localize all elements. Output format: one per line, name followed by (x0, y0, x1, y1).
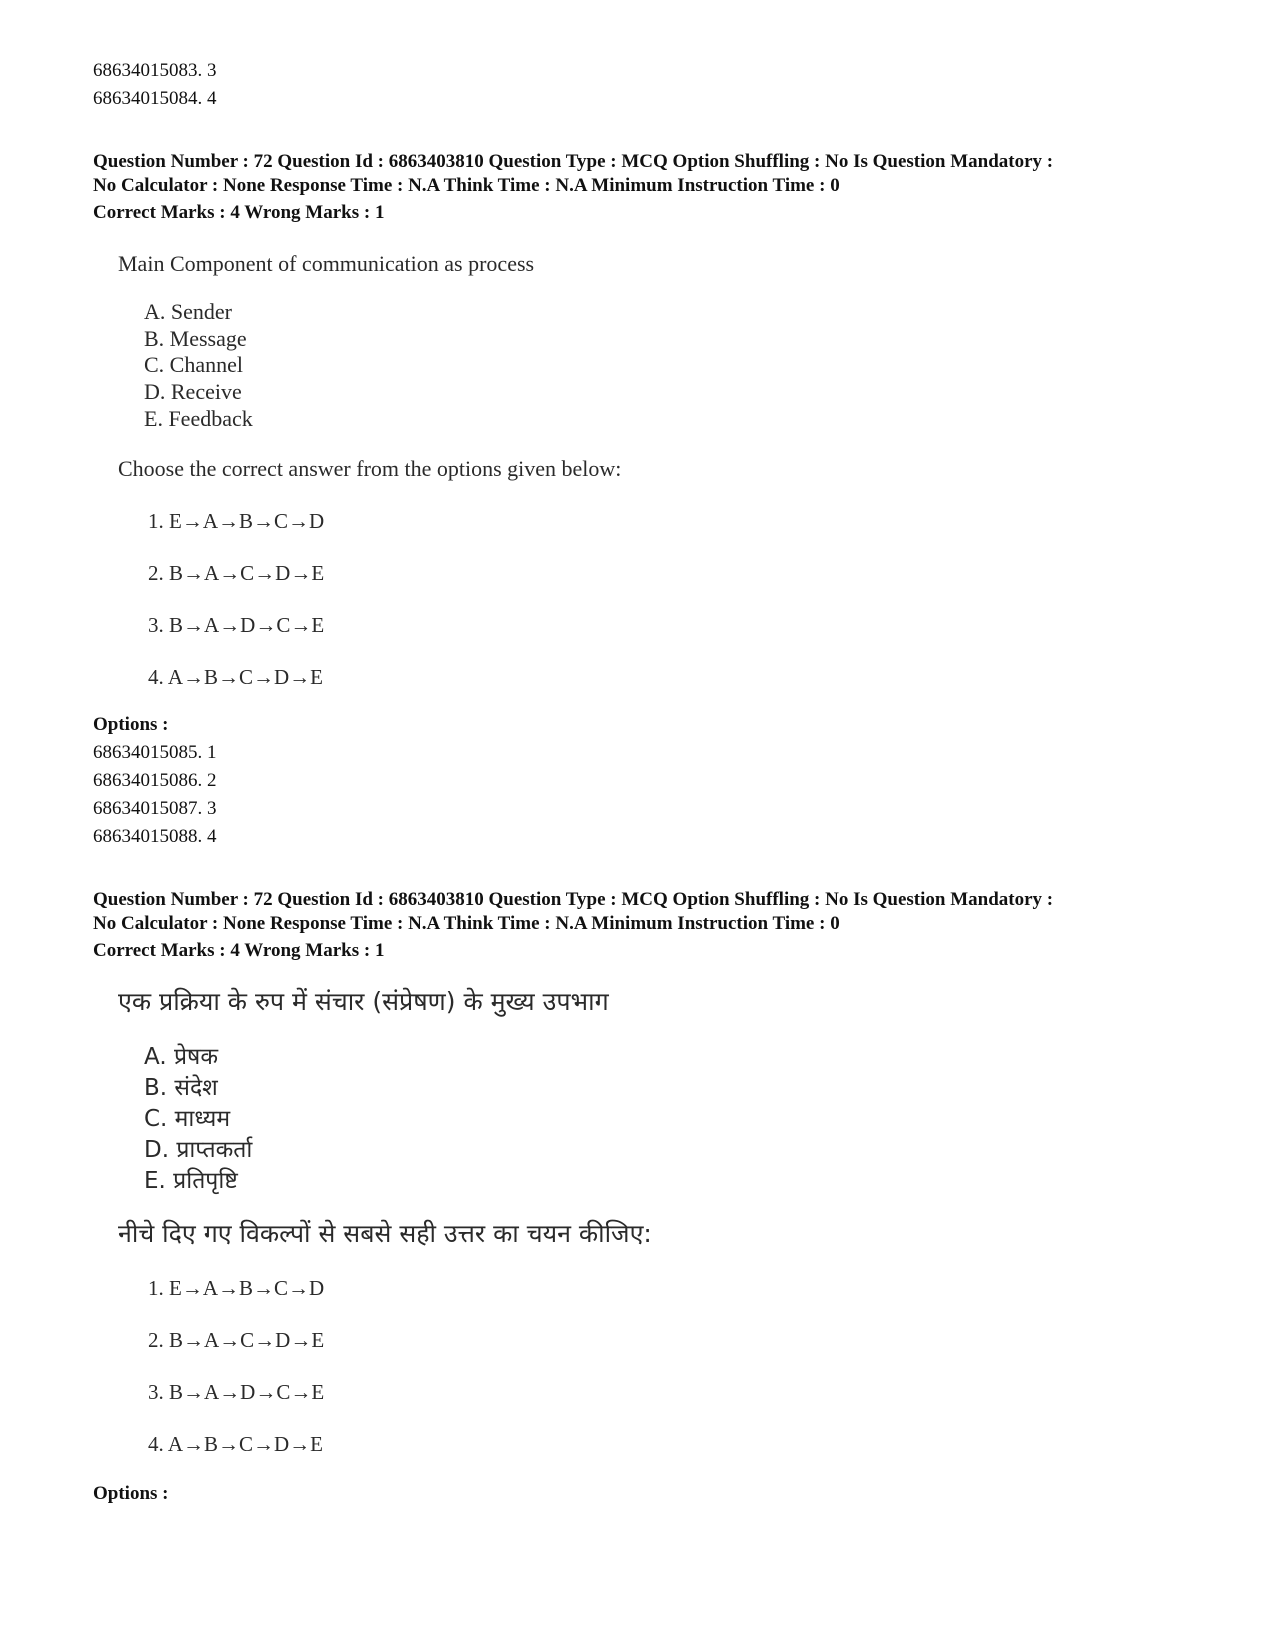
question-header-line2: No Calculator : None Response Time : N.A Think Time : N.A Minimum Instruction Time : 0 (93, 913, 840, 934)
question-marks: Correct Marks : 4 Wrong Marks : 1 (93, 940, 385, 961)
answer-choice: 4. A→B→C→D→E (148, 1432, 324, 1456)
answer-choice: 4. A→B→C→D→E (148, 665, 324, 689)
answer-choice: 1. E→A→B→C→D (148, 509, 325, 533)
option-line: 68634015085. 1 (93, 742, 217, 763)
instruction-text: Choose the correct answer from the options given below: (118, 456, 622, 481)
option-line: 68634015086. 2 (93, 770, 217, 791)
options-heading: Options : (93, 714, 169, 735)
question-header-line1: Question Number : 72 Question Id : 6863403810 Question Type : MCQ Option Shuffling : No Is Question Mandatory : (93, 151, 1054, 172)
component-item: C. Channel (144, 352, 243, 377)
component-item: B. Message (144, 326, 247, 351)
component-item: C. माध्यम (144, 1106, 231, 1132)
component-item: D. Receive (144, 379, 242, 404)
option-line: 68634015084. 4 (93, 88, 217, 109)
component-item: A. प्रेषक (144, 1044, 218, 1070)
answer-choice: 2. B→A→C→D→E (148, 1328, 325, 1352)
component-item: D. प्राप्तकर्ता (144, 1137, 253, 1163)
question-marks: Correct Marks : 4 Wrong Marks : 1 (93, 202, 385, 223)
question-header-line2: No Calculator : None Response Time : N.A Think Time : N.A Minimum Instruction Time : 0 (93, 175, 840, 196)
option-line: 68634015083. 3 (93, 60, 217, 81)
question-text: एक प्रक्रिया के रुप में संचार (संप्रेषण) के मुख्य उपभाग (118, 987, 609, 1016)
component-item: E. Feedback (144, 406, 253, 431)
component-item: A. Sender (144, 299, 232, 324)
answer-choice: 3. B→A→D→C→E (148, 1380, 325, 1404)
question-header-line1: Question Number : 72 Question Id : 6863403810 Question Type : MCQ Option Shuffling : No Is Question Mandatory : (93, 889, 1054, 910)
option-line: 68634015088. 4 (93, 826, 217, 847)
answer-choice: 1. E→A→B→C→D (148, 1276, 325, 1300)
question-image-en (118, 250, 818, 700)
component-item: B. संदेश (144, 1075, 218, 1101)
answer-choice: 3. B→A→D→C→E (148, 613, 325, 637)
option-line: 68634015087. 3 (93, 798, 217, 819)
component-item: E. प्रतिपृष्टि (144, 1168, 238, 1194)
question-header (93, 150, 1213, 198)
instruction-text: नीचे दिए गए विकल्पों से सबसे सही उत्तर का चयन कीजिए: (118, 1219, 652, 1248)
answer-choice: 2. B→A→C→D→E (148, 561, 325, 585)
question-header (93, 888, 1213, 936)
question-image-hi (118, 988, 818, 1468)
question-text: Main Component of communication as process (118, 251, 535, 276)
options-heading: Options : (93, 1483, 169, 1504)
